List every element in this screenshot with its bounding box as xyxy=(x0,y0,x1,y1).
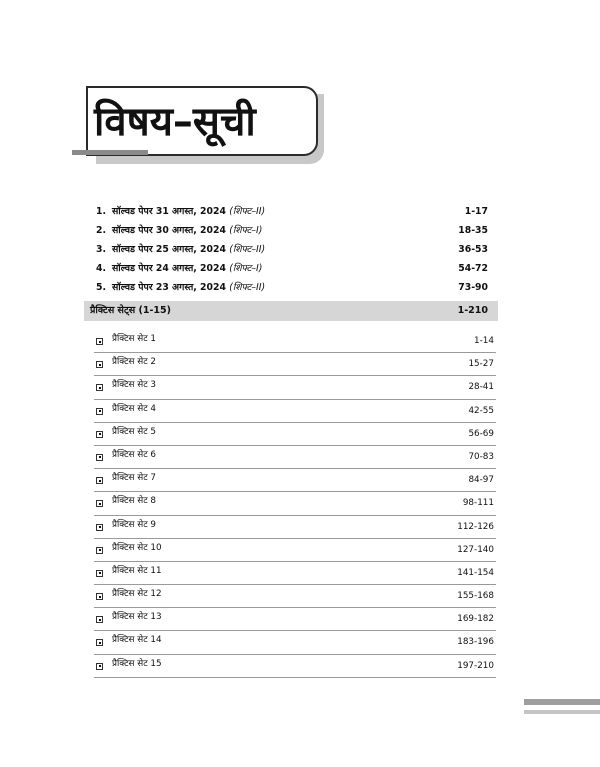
practice-set-item[interactable] xyxy=(94,539,496,562)
practice-set-pages: 56-69 xyxy=(468,428,494,439)
practice-sets-header-pages: 1-210 xyxy=(457,305,488,316)
item-shift: (शिफ्ट–II) xyxy=(229,206,266,217)
solved-paper-item[interactable] xyxy=(96,278,492,297)
square-bullet-icon xyxy=(96,361,103,368)
practice-set-pages: 15-27 xyxy=(468,359,494,370)
practice-set-pages: 169-182 xyxy=(457,614,494,625)
practice-set-label: प्रैक्टिस सेट 15 xyxy=(112,658,162,669)
practice-set-item[interactable] xyxy=(94,631,496,654)
practice-set-pages: 98-111 xyxy=(462,498,494,509)
practice-set-label: प्रैक्टिस सेट 4 xyxy=(112,403,157,414)
practice-set-item[interactable] xyxy=(94,516,496,539)
square-bullet-icon xyxy=(96,500,103,507)
practice-set-pages: 84-97 xyxy=(468,475,494,486)
item-label: सॉल्वड पेपर 24 अगस्त, 2024 (शिफ्ट–I) xyxy=(112,263,263,274)
practice-set-label: प्रैक्टिस सेट 5 xyxy=(112,426,157,437)
practice-set-label: प्रैक्टिस सेट 12 xyxy=(112,589,162,600)
solved-paper-item[interactable] xyxy=(96,202,492,221)
practice-set-item[interactable] xyxy=(94,353,496,376)
practice-set-pages: 197-210 xyxy=(457,660,494,671)
square-bullet-icon xyxy=(96,570,103,577)
item-shift: (शिफ्ट–I) xyxy=(229,263,263,274)
practice-set-label: प्रैक्टिस सेट 11 xyxy=(112,565,162,576)
item-shift: (शिफ्ट–II) xyxy=(229,244,266,255)
practice-set-pages: 1-14 xyxy=(474,336,494,346)
practice-set-label: प्रैक्टिस सेट 1 xyxy=(112,334,157,344)
item-number: 5. xyxy=(96,282,107,293)
solved-paper-item[interactable] xyxy=(96,240,492,259)
practice-set-item[interactable] xyxy=(94,469,496,492)
square-bullet-icon xyxy=(96,408,103,415)
practice-sets-header-label: प्रैक्टिस सेट्स (1-15) xyxy=(90,305,171,316)
title-underline-decoration xyxy=(72,150,148,155)
square-bullet-icon xyxy=(96,524,103,531)
practice-set-label: प्रैक्टिस सेट 13 xyxy=(112,612,162,623)
item-number: 3. xyxy=(96,244,107,255)
practice-sets-list xyxy=(94,330,496,678)
square-bullet-icon xyxy=(96,477,103,484)
practice-set-pages: 70-83 xyxy=(468,451,494,462)
practice-set-label: प्रैक्टिस सेट 14 xyxy=(112,635,162,646)
solved-papers-list xyxy=(96,202,492,297)
footer-decoration-bar-thin xyxy=(524,710,600,714)
practice-set-item[interactable] xyxy=(94,446,496,469)
practice-set-item[interactable] xyxy=(94,492,496,515)
practice-set-pages: 112-126 xyxy=(457,521,494,532)
item-label: सॉल्वड पेपर 25 अगस्त, 2024 (शिफ्ट–II) xyxy=(112,244,266,255)
square-bullet-icon xyxy=(96,338,103,345)
practice-set-pages: 28-41 xyxy=(468,382,494,393)
square-bullet-icon xyxy=(96,431,103,438)
item-pages: 18-35 xyxy=(458,225,488,236)
item-shift: (शिफ्ट–I) xyxy=(229,225,263,236)
square-bullet-icon xyxy=(96,454,103,461)
solved-paper-item[interactable] xyxy=(96,259,492,278)
practice-set-item[interactable] xyxy=(94,608,496,631)
item-pages: 54-72 xyxy=(458,263,488,274)
footer-decoration-bar xyxy=(524,699,600,705)
item-pages: 36-53 xyxy=(458,244,488,255)
practice-set-label: प्रैक्टिस सेट 3 xyxy=(112,380,157,391)
item-pages: 1-17 xyxy=(464,206,488,217)
square-bullet-icon xyxy=(96,547,103,554)
page-title: विषय–सूची xyxy=(94,99,256,145)
item-label: सॉल्वड पेपर 23 अगस्त, 2024 (शिफ्ट–II) xyxy=(112,282,266,293)
item-number: 4. xyxy=(96,263,107,274)
practice-set-item[interactable] xyxy=(94,423,496,446)
practice-sets-header[interactable] xyxy=(84,301,498,321)
square-bullet-icon xyxy=(96,616,103,623)
practice-set-item[interactable] xyxy=(94,400,496,423)
practice-set-pages: 155-168 xyxy=(457,591,494,602)
item-shift: (शिफ्ट–II) xyxy=(229,282,266,293)
practice-set-pages: 127-140 xyxy=(457,544,494,555)
practice-set-pages: 42-55 xyxy=(468,405,494,416)
item-number: 2. xyxy=(96,225,107,236)
practice-set-pages: 141-154 xyxy=(457,567,494,578)
solved-paper-item[interactable] xyxy=(96,221,492,240)
item-label: सॉल्वड पेपर 31 अगस्त, 2024 (शिफ्ट–II) xyxy=(112,206,266,217)
item-number: 1. xyxy=(96,206,107,217)
practice-set-label: प्रैक्टिस सेट 2 xyxy=(112,357,157,368)
practice-set-label: प्रैक्टिस सेट 7 xyxy=(112,473,157,484)
practice-set-label: प्रैक्टिस सेट 8 xyxy=(112,496,157,507)
square-bullet-icon xyxy=(96,639,103,646)
practice-set-item[interactable] xyxy=(94,330,496,353)
square-bullet-icon xyxy=(96,384,103,391)
square-bullet-icon xyxy=(96,593,103,600)
practice-set-label: प्रैक्टिस सेट 10 xyxy=(112,542,162,553)
practice-set-item[interactable] xyxy=(94,585,496,608)
square-bullet-icon xyxy=(96,663,103,670)
practice-set-label: प्रैक्टिस सेट 9 xyxy=(112,519,157,530)
practice-set-pages: 183-196 xyxy=(457,637,494,648)
practice-set-item[interactable] xyxy=(94,562,496,585)
practice-set-item[interactable] xyxy=(94,655,496,678)
item-pages: 73-90 xyxy=(458,282,488,293)
item-label: सॉल्वड पेपर 30 अगस्त, 2024 (शिफ्ट–I) xyxy=(112,225,263,236)
practice-set-label: प्रैक्टिस सेट 6 xyxy=(112,449,157,460)
practice-set-item[interactable] xyxy=(94,376,496,399)
